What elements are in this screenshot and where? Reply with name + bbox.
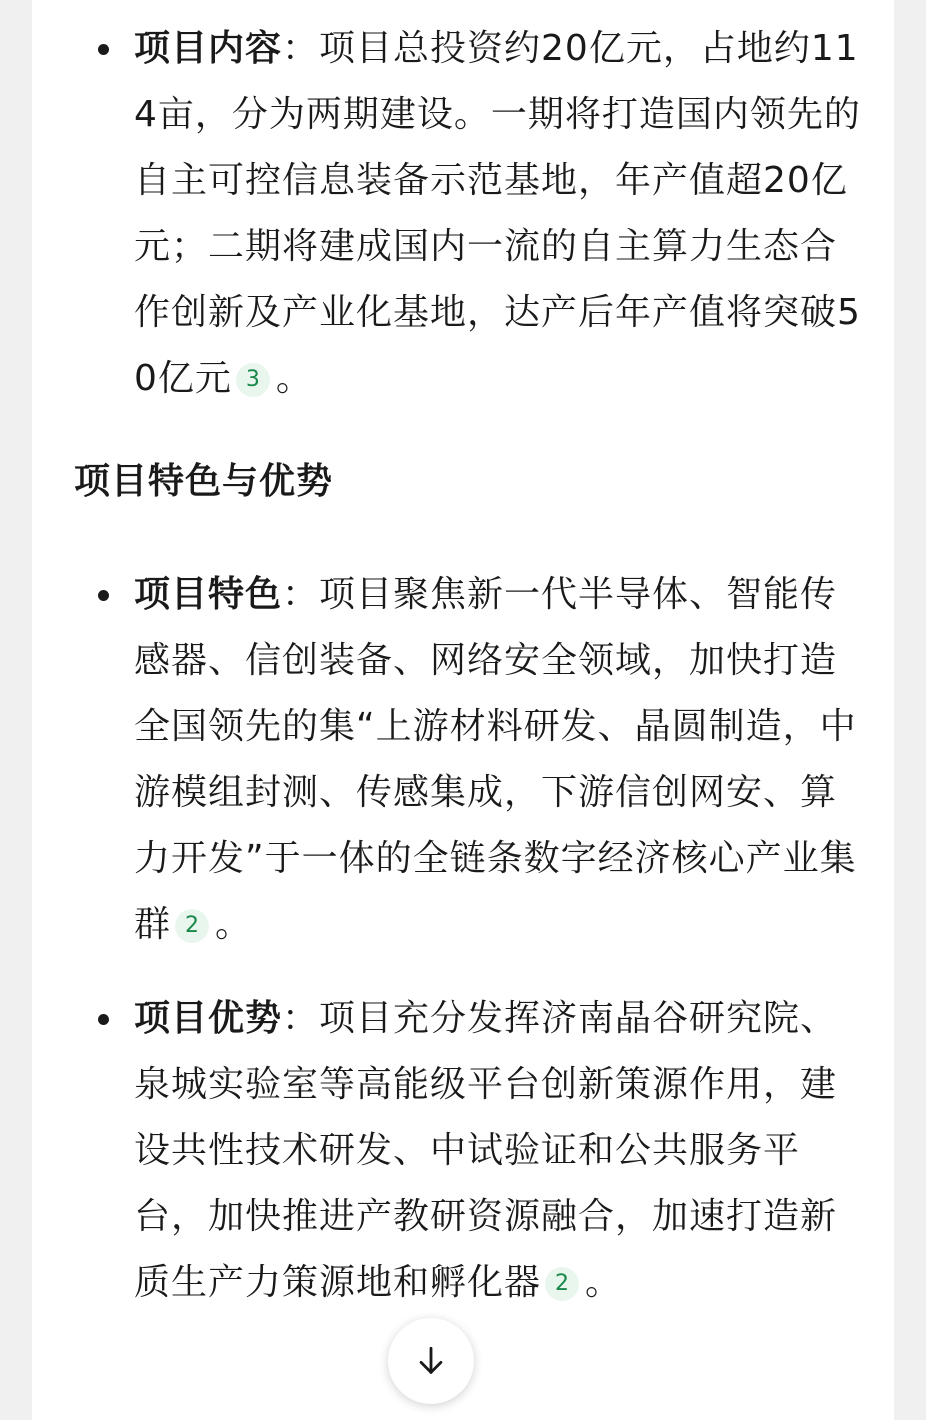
bullet-dot (98, 1014, 109, 1025)
sentence-end: 。 (275, 358, 313, 399)
project-features-paragraph (134, 562, 864, 958)
project-content-label: 项目内容 (134, 28, 283, 69)
scroll-to-bottom-button[interactable] (388, 1318, 474, 1404)
citation-ref-badge[interactable]: 2 (545, 1267, 579, 1301)
project-features-label: 项目特色 (134, 574, 283, 615)
citation-ref-badge[interactable]: 3 (236, 363, 270, 397)
label-separator: ： (282, 574, 320, 615)
project-advantages-paragraph (134, 986, 864, 1316)
label-separator: ： (282, 998, 320, 1039)
project-content-text: 项目总投资约20亿元，占地约114亩，分为两期建设。一期将打造国内领先的自主可控信息装备示范基地，年产值超20亿元；二期将建成国内一流的自主算力生态合作创新及产业化基地，达产后年产值将突破50亿元 (134, 28, 861, 399)
arrow-down-icon (414, 1344, 448, 1378)
bullet-dot (98, 44, 109, 55)
bullet-dot (98, 590, 109, 601)
label-separator: ： (282, 28, 320, 69)
project-features-text: 项目聚焦新一代半导体、智能传感器、信创装备、网络安全领域，加快打造全国领先的集“上游材料研发、晶圆制造，中游模组封测、传感集成，下游信创网安、算力开发”于一体的全链条数字经济核心产业集群 (134, 574, 857, 945)
sentence-end: 。 (215, 904, 253, 945)
project-advantages-text: 项目充分发挥济南晶谷研究院、泉城实验室等高能级平台创新策源作用，建设共性技术研发、中试验证和公共服务平台，加快推进产教研资源融合，加速打造新质生产力策源地和孵化器 (134, 998, 838, 1303)
chat-message-card (32, 0, 894, 1420)
sentence-end: 。 (585, 1262, 623, 1303)
project-advantages-label: 项目优势 (134, 998, 283, 1039)
section-heading: 项目特色与优势 (74, 461, 334, 502)
project-content-paragraph (134, 16, 864, 412)
citation-ref-badge[interactable]: 2 (175, 909, 209, 943)
